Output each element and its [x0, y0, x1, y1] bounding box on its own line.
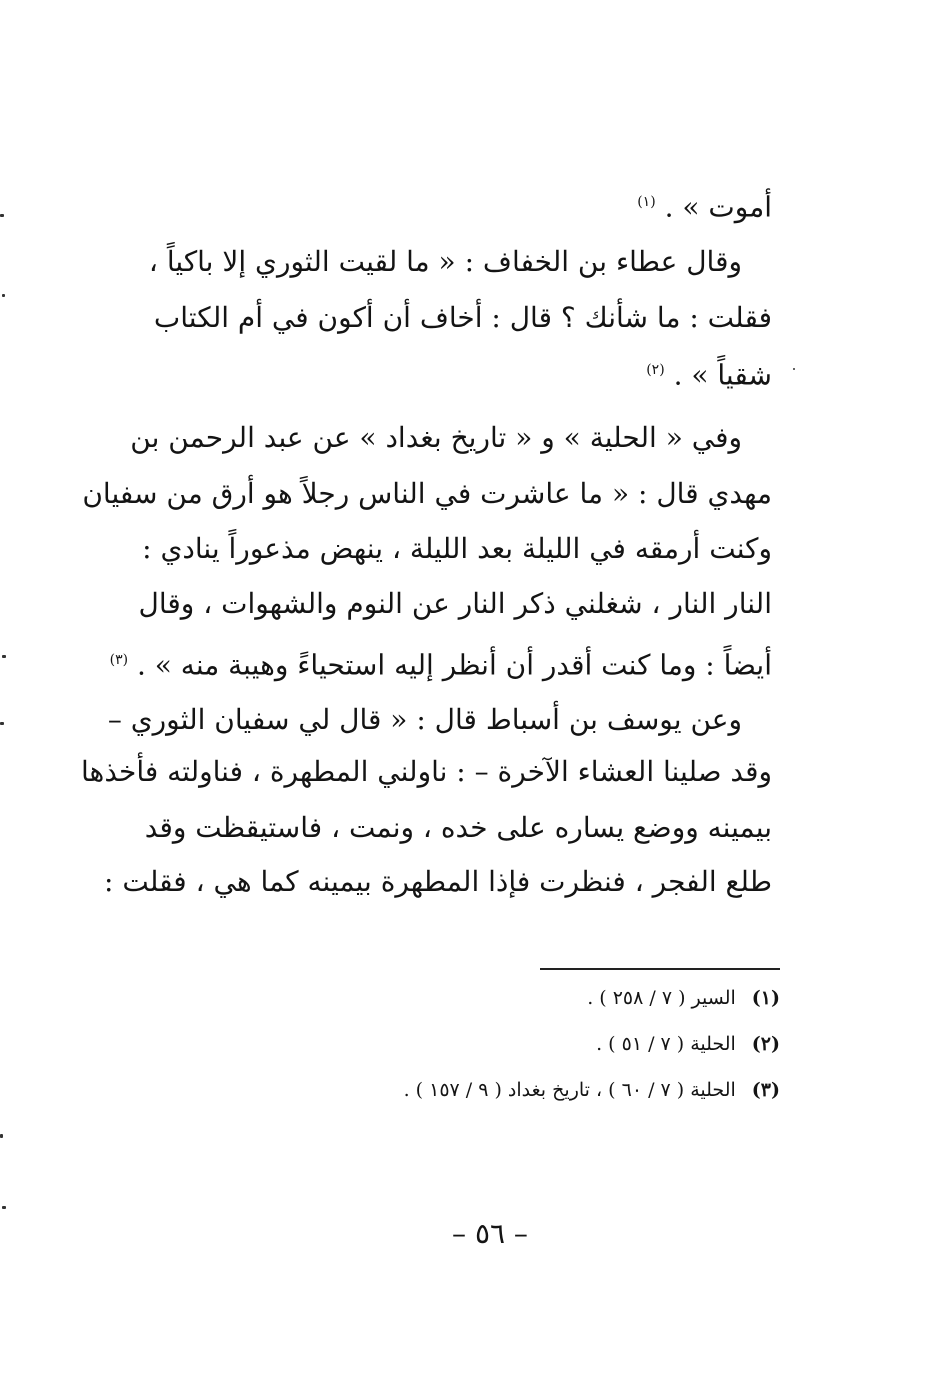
page-number: – ٥٦ – [452, 1217, 528, 1250]
scan-speck [2, 655, 6, 658]
scan-speck [0, 1134, 3, 1138]
scan-speck [2, 294, 5, 297]
footnote-separator [540, 968, 780, 970]
scan-speck [793, 368, 795, 370]
scan-speck [2, 1206, 6, 1209]
text-line-5: وفي « الحلية » و « تاريخ بغداد » عن عبد الرحمن بن [130, 421, 742, 454]
footnote-1: (١)السير ( ٧ / ٢٥٨ ) . [587, 987, 780, 1009]
text-line-3: فقلت : ما شأنك ؟ قال : أخاف أن أكون في أم الكتاب [153, 301, 772, 334]
text-line-4: شقياً » . $^{(٢)}$ [646, 358, 772, 392]
text-line-1: أموت » . $^{(١)}$ [637, 190, 772, 224]
footnote-3: (٣)الحلية ( ٧ / ٦٠ ) ، تاريخ بغداد ( ٩ / ١٥٧ ) . [403, 1079, 780, 1101]
text-line-7: وكنت أرمقه في الليلة بعد الليلة ، ينهض مذعوراً ينادي : [142, 532, 772, 565]
footnote-2: (٢)الحلية ( ٧ / ٥١ ) . [596, 1033, 780, 1055]
text-line-6: مهدي قال : « ما عاشرت في الناس رجلاً هو أرق من سفيان [82, 477, 772, 510]
footnote-marker-2: (٢) [646, 362, 665, 378]
text-line-12: بيمينه ووضع يساره على خده ، ونمت ، فاستيقظت وقد [144, 811, 772, 844]
text-line-10: وعن يوسف بن أسباط قال : « قال لي سفيان الثوري – [107, 703, 742, 736]
footnote-marker-1: (١) [637, 194, 656, 210]
text-line-11: وقد صلينا العشاء الآخرة – : ناولني المطهرة ، فناولته فأخذها [81, 755, 772, 788]
scan-speck [0, 722, 4, 725]
text-line-9: أيضاً : وما كنت أقدر أن أنظر إليه استحياءً وهيبة منه » . $^{(٣)}$ [109, 648, 772, 682]
scan-speck [0, 214, 4, 217]
text-line-13: طلع الفجر ، فنظرت فإذا المطهرة بيمينه كما هي ، فقلت : [104, 865, 772, 898]
text-line-8: النار النار ، شغلني ذكر النار عن النوم والشهوات ، وقال [138, 587, 772, 620]
footnote-marker-3: (٣) [109, 652, 129, 668]
text-line-2: وقال عطاء بن الخفاف : « ما لقيت الثوري إلا باكياً ، [148, 245, 742, 278]
